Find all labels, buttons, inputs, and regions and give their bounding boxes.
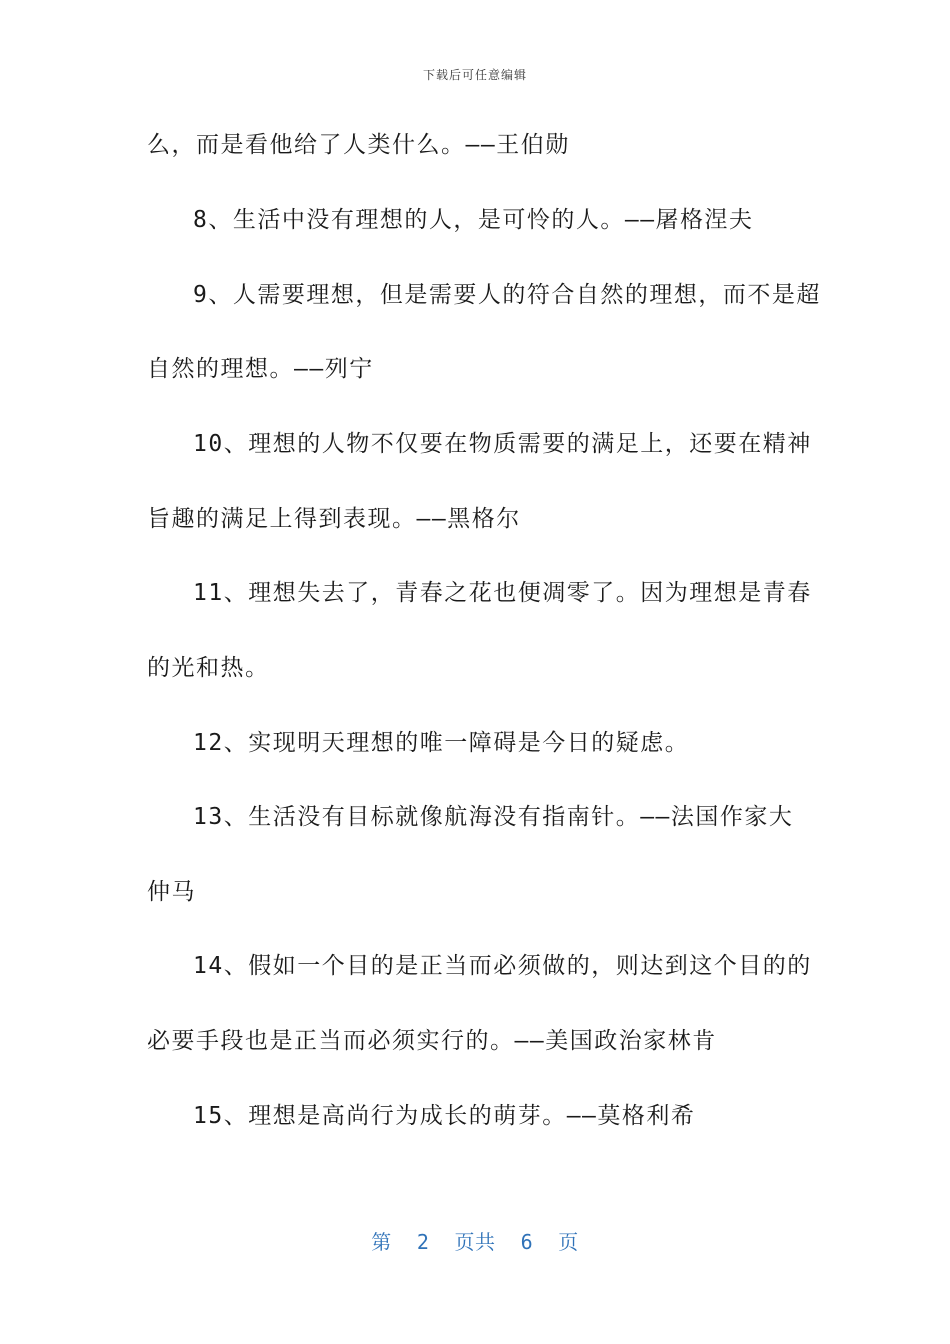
- text-line: 8、生活中没有理想的人，是可怜的人。——屠格涅夫: [193, 207, 754, 233]
- text-line: 自然的理想。——列宁: [147, 356, 374, 382]
- text-line: 必要手段也是正当而必须实行的。——美国政治家林肯: [147, 1028, 717, 1054]
- text-line: 旨趣的满足上得到表现。——黑格尔: [147, 506, 521, 532]
- text-line: 仲马: [147, 879, 196, 905]
- text-line: 10、理想的人物不仅要在物质需要的满足上，还要在精神: [193, 431, 812, 457]
- text-line: 11、理想失去了，青春之花也便凋零了。因为理想是青春: [193, 580, 812, 606]
- text-line: 么，而是看他给了人类什么。——王伯勋: [147, 132, 570, 158]
- page-header: 下载后可任意编辑: [422, 68, 527, 82]
- text-line: 13、生活没有目标就像航海没有指南针。——法国作家大: [193, 804, 794, 830]
- text-line: 14、假如一个目的是正当而必须做的，则达到这个目的的: [193, 953, 812, 979]
- page-number-footer: 第 2 页共 6 页: [371, 1230, 579, 1254]
- text-line: 12、实现明天理想的唯一障碍是今日的疑虑。: [193, 730, 690, 756]
- text-line: 的光和热。: [147, 655, 270, 681]
- text-line: 15、理想是高尚行为成长的萌芽。——莫格利希: [193, 1103, 696, 1129]
- text-line: 9、人需要理想，但是需要人的符合自然的理想，而不是超: [193, 282, 821, 308]
